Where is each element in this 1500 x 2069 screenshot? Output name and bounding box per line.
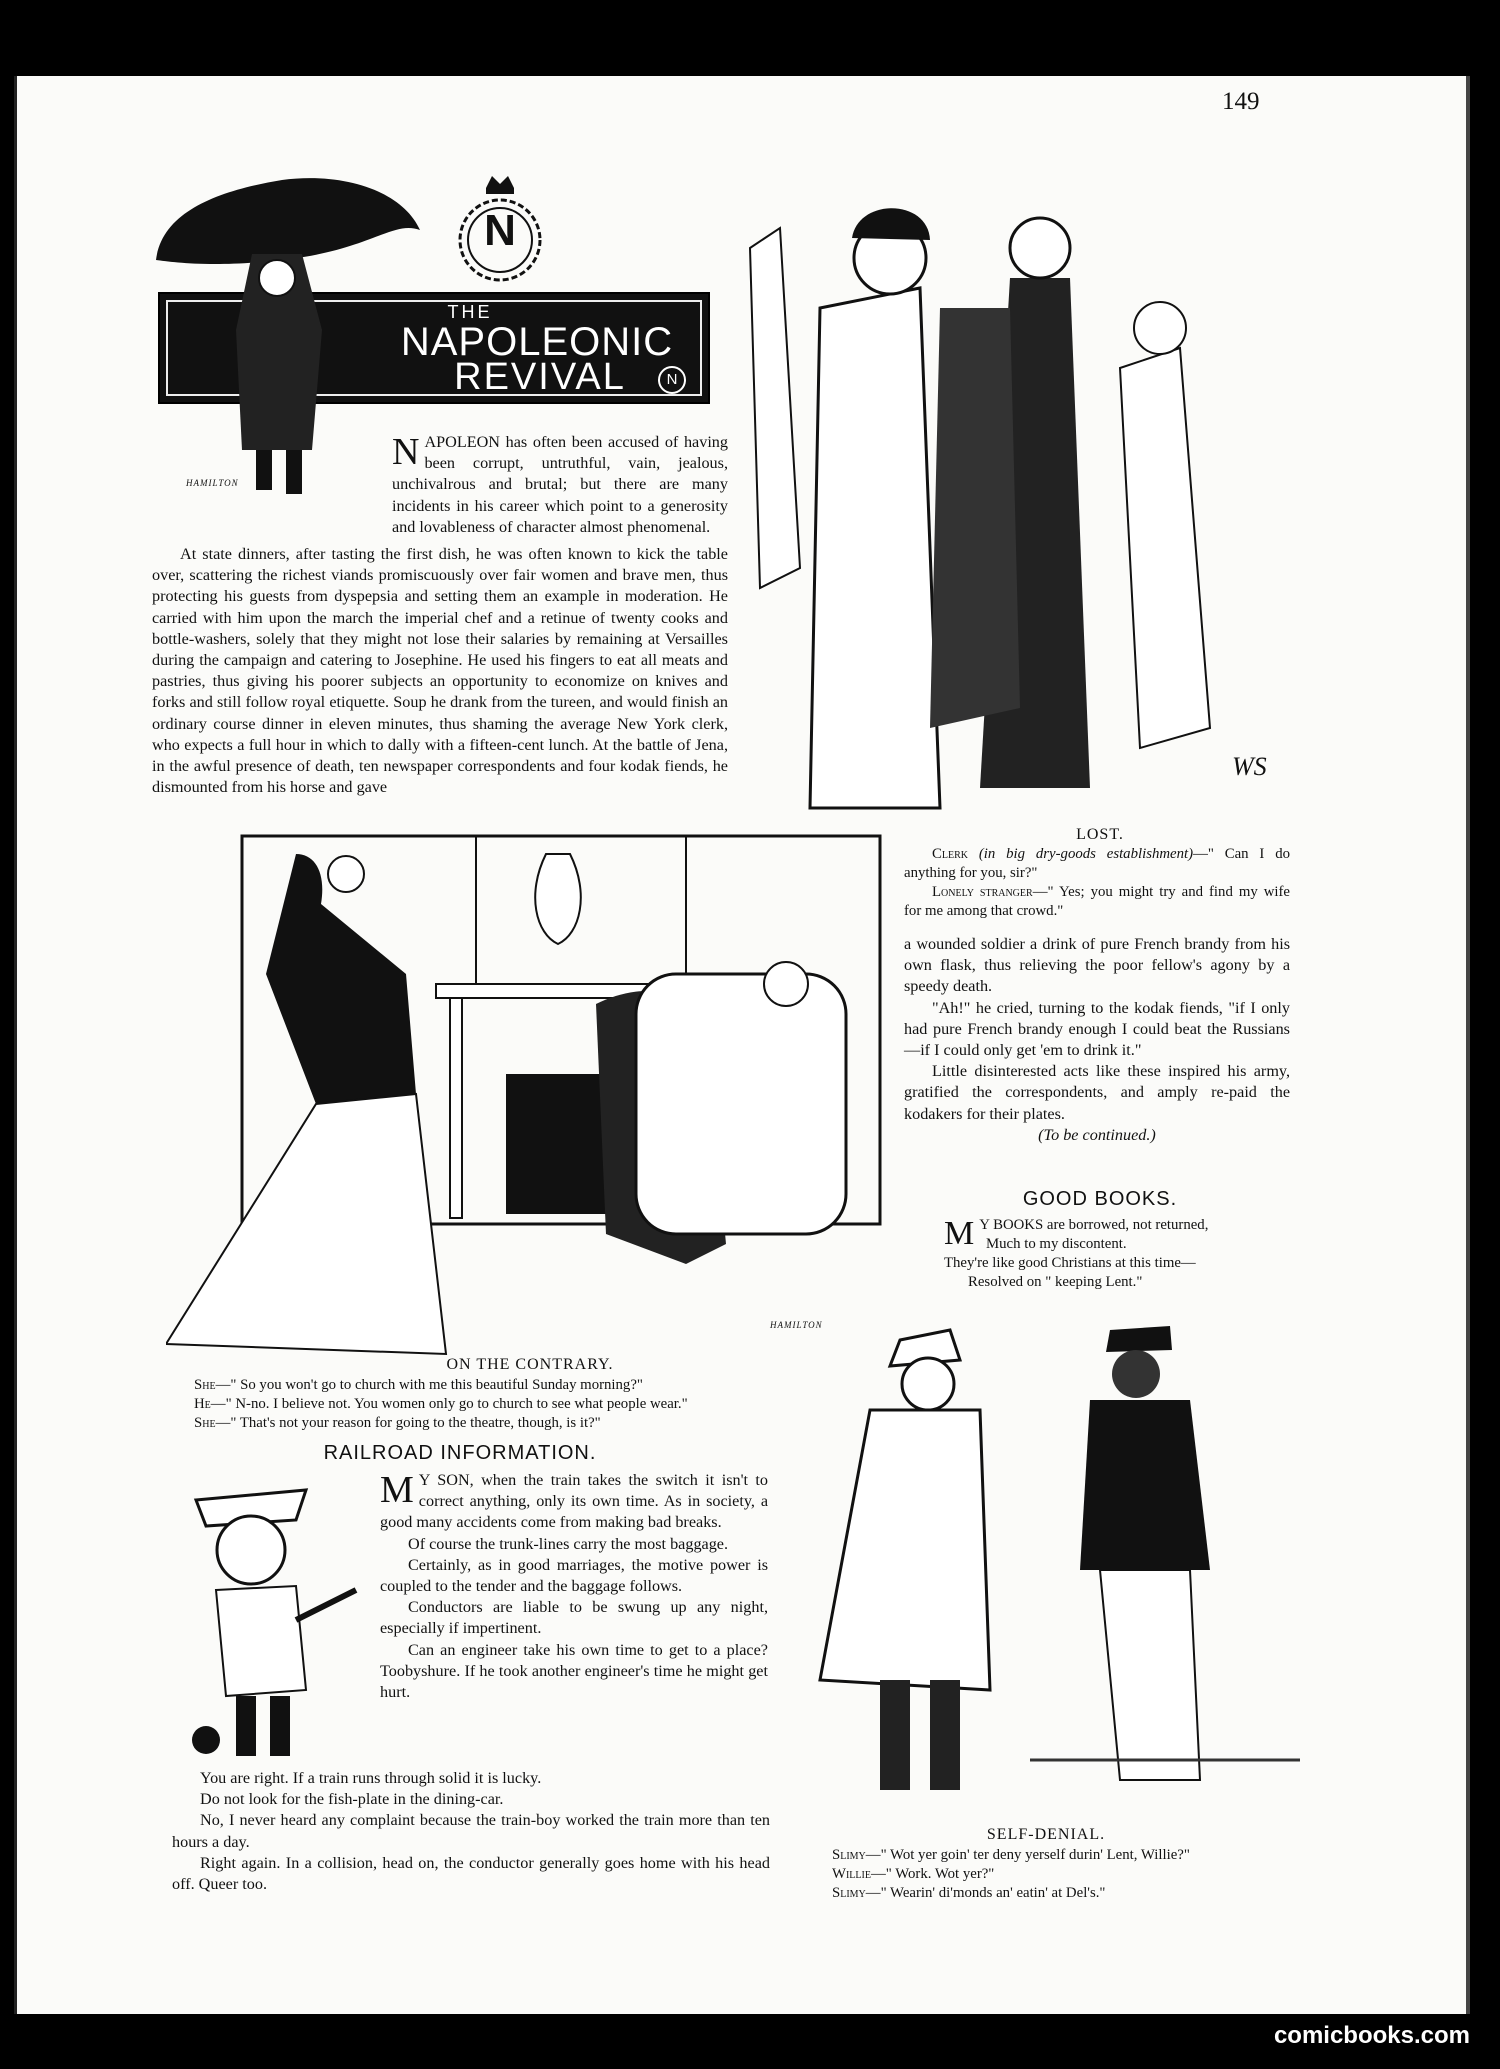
- good-books-line3: They're like good Christians at this time—: [944, 1255, 1196, 1271]
- railroad-p7: Do not look for the fish-plate in the dining-car.: [200, 1790, 504, 1809]
- railroad-p2: Of course the trunk-lines carry the most baggage.: [408, 1534, 729, 1553]
- banner-badge: N: [658, 366, 686, 394]
- lost-line-clerk: —" Can I do anything for you, sir?": [904, 846, 1291, 881]
- self-denial-speaker-slimy-2: Slimy: [832, 1885, 866, 1901]
- contrary-speaker-he: He: [194, 1396, 211, 1412]
- watermark: comicbooks.com: [1273, 2022, 1470, 2049]
- napoleon-intro-text: APOLEON has often been accused of having been corrupt, untruthful, vain, jealous, unchivalrous and brutal; but there are many incidents in his career which point to a generosity and lovableness of character almost phenomenal.: [392, 433, 728, 536]
- railroad-title: RAILROAD INFORMATION.: [323, 1442, 597, 1464]
- napoleon-continued: (To be continued.): [1038, 1125, 1156, 1144]
- napoleon-intro: [392, 432, 728, 538]
- page-edge: [1466, 76, 1470, 2014]
- good-books-poem: [944, 1216, 1274, 1292]
- napoleon-cont3: Little disinterested acts like these inspired his army, gratified the correspondents, and amply re-paid the kodakers for their plates.: [904, 1062, 1290, 1123]
- self-denial-speaker-willie: Willie: [832, 1866, 871, 1882]
- banner-revival: REVIVAL: [454, 356, 626, 398]
- napoleon-cont1: a wounded soldier a drink of pure French brandy from his own flask, thus relieving the poor fellow's agony by a speedy death.: [904, 935, 1290, 996]
- railroad-closing: [172, 1768, 770, 1895]
- emblem-letter: N: [484, 206, 516, 255]
- napoleon-cont2: "Ah!" he cried, turning to the kodak fiends, "if I only had pure French brandy enough I could beat the Russians—if I could only get 'em to drink it.": [904, 998, 1290, 1060]
- lost-speaker-stranger: Lonely stranger: [932, 884, 1033, 900]
- railroad-p1: Y SON, when the train takes the switch it isn't to correct anything, only its own time. As in society, a good many accidents come from making bad breaks.: [380, 1471, 768, 1532]
- good-books-title: GOOD BOOKS.: [1022, 1188, 1178, 1210]
- railroad-p3: Certainly, as in good marriages, the motive power is coupled to the tender and the baggage follows.: [380, 1555, 768, 1596]
- railroad-p8: No, I never heard any complaint because the train-boy worked the train more than ten hours a day.: [172, 1811, 770, 1851]
- railroad-dropcap: M: [380, 1469, 414, 1511]
- self-denial-line-2: —" Work. Wot yer?": [870, 1866, 995, 1882]
- lost-dialogue: [904, 845, 1290, 921]
- banner-the: THE: [447, 302, 493, 322]
- railroad-p5: Can an engineer take his own time to get to a place? Toobyshure. If he took another engineer's time he might get hurt.: [380, 1640, 768, 1702]
- railroad-opening: [380, 1470, 768, 1703]
- lost-title: LOST.: [1076, 826, 1124, 843]
- railroad-p6: You are right. If a train runs through solid it is lucky.: [200, 1769, 542, 1787]
- self-denial-speaker-slimy-1: Slimy: [832, 1847, 866, 1863]
- lost-stage-note: (in big dry-goods establishment): [978, 846, 1194, 862]
- good-books-line1: Y BOOKS are borrowed, not returned,: [979, 1217, 1209, 1233]
- good-books-line4: Resolved on " keeping Lent.": [968, 1274, 1143, 1290]
- good-books-line2: Much to my discontent.: [986, 1236, 1127, 1252]
- contrary-dialogue: [194, 1376, 834, 1433]
- self-denial-dialogue: [832, 1846, 1292, 1903]
- napoleon-illustration: [152, 150, 424, 504]
- page-number: 149: [1222, 88, 1260, 115]
- contrary-line-2: —" N-no. I believe not. You women only go to church to see what people wear.": [210, 1396, 688, 1412]
- contrary-line-1: —" So you won't go to church with me this beautiful Sunday morning?": [215, 1377, 643, 1393]
- self-denial-line-3: —" Wearin' di'monds an' eatin' at Del's.": [865, 1885, 1106, 1901]
- lost-illustration: [740, 168, 1290, 818]
- self-denial-title: SELF-DENIAL.: [986, 1826, 1106, 1843]
- self-denial-line-1: —" Wot yer goin' ter deny yerself durin' Lent, Willie?": [865, 1847, 1190, 1863]
- lost-line-stranger: —" Yes; you might try and find my wife for me among that crowd.": [904, 884, 1290, 919]
- banner-napoleonic: NAPOLEONIC: [400, 320, 674, 364]
- railroad-p9: Right again. In a collision, head on, the conductor generally goes home with his head off. Queer too.: [172, 1853, 770, 1894]
- good-books-dropcap: M: [944, 1215, 975, 1252]
- contrary-speaker-she-1: She: [194, 1377, 216, 1393]
- napoleon-para2: At state dinners, after tasting the first dish, he was often known to kick the table over, scattering the richest viands promiscuously over fair women and brave men, thus protecting his guests from dyspepsia and setting them an example in moderation. He carried with him upon the march the imperial chef and a retinue of twenty cooks and bottle-washers, solely that they might not lose their salaries by remaining at Versailles during the campaign and catering to Josephine. He used his fingers to eat all meats and pastries, thus giving his poorer subjects an opportunity to economize on knives and forks and still follow royal etiquette. Soup he drank from the tureen, and would finish an ordinary course dinner in eleven minutes, thus shaming the average New York clerk, who expects a full hour in which to dally with a fifteen-cent lunch. At the battle of Jena, in the awful presence of death, ten newspaper correspondents and four kodak fiends, he dismounted from his horse and gave: [152, 545, 728, 797]
- napoleon-emblem: [448, 170, 552, 290]
- contrary-artist-signature: HAMILTON: [770, 1320, 823, 1330]
- napoleon-continuation: [904, 934, 1290, 1146]
- on-the-contrary-illustration: [166, 834, 886, 1362]
- railroad-p4: Conductors are liable to be swung up any night, especially if impertinent.: [380, 1598, 768, 1638]
- lost-artist-signature: WS: [1232, 752, 1267, 781]
- napoleon-artist-signature: HAMILTON: [186, 478, 239, 488]
- contrary-speaker-she-2: She: [194, 1415, 216, 1431]
- railroad-man-illustration: [166, 1470, 376, 1770]
- lost-speaker-clerk: Clerk: [932, 846, 968, 862]
- contrary-line-3: —" That's not your reason for going to the theatre, though, is it?": [215, 1415, 601, 1431]
- contrary-title: ON THE CONTRARY.: [446, 1356, 614, 1373]
- napoleon-dropcap: N: [392, 431, 420, 473]
- self-denial-illustration: [800, 1320, 1300, 1820]
